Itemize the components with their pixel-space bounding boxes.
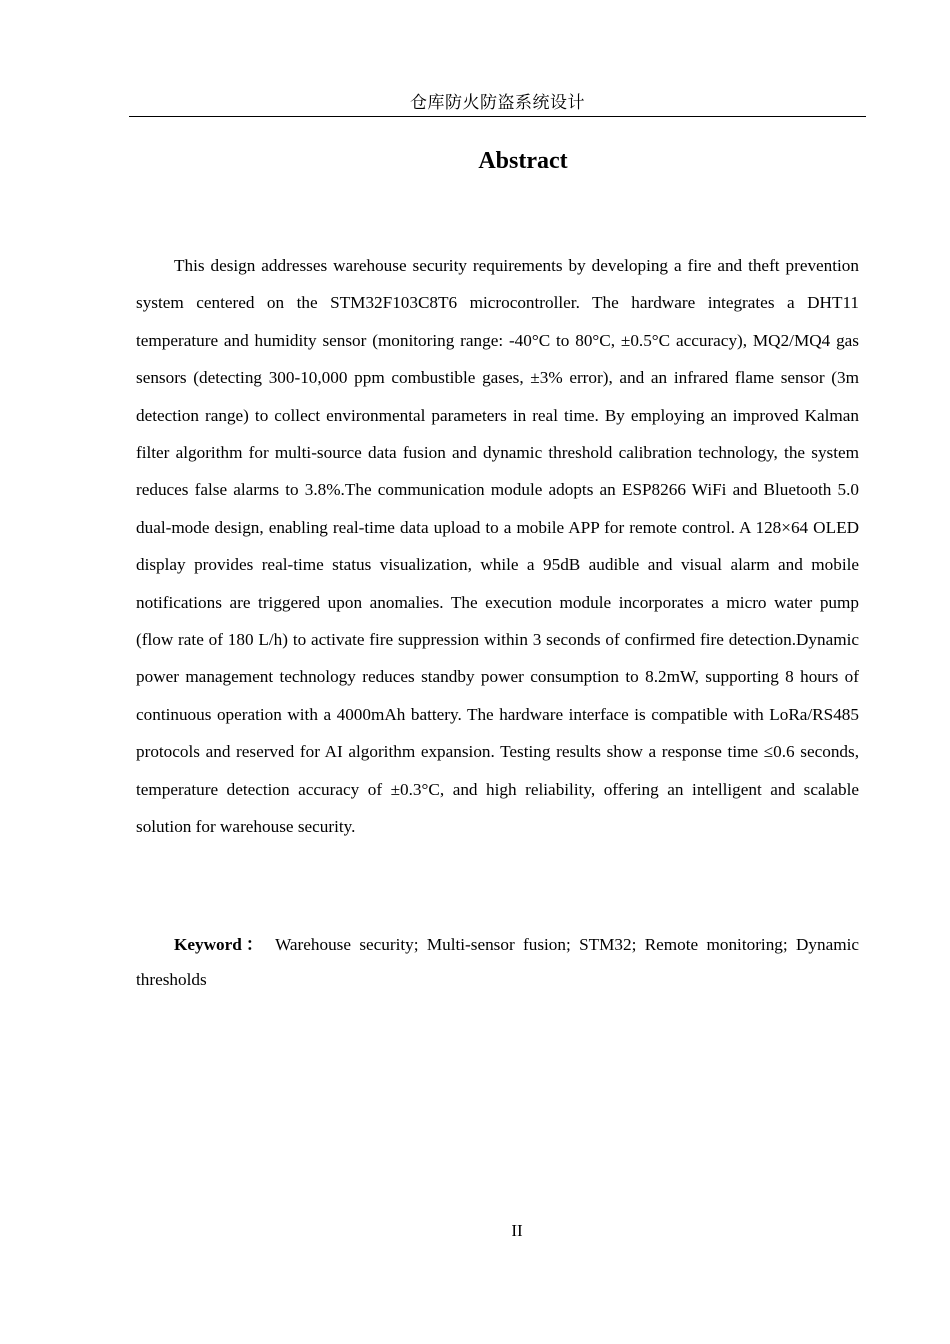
page-number: II: [511, 1221, 523, 1240]
keywords-paragraph: [136, 927, 859, 997]
running-header: [129, 92, 866, 117]
running-header-title: 仓库防火防盗系统设计: [410, 93, 585, 113]
keywords-label: Keyword：: [174, 935, 268, 954]
keywords-list: Warehouse security; Multi-sensor fusion; STM32; Remote monitoring; Dynamic thresholds: [136, 935, 859, 989]
abstract-body: This design addresses warehouse security requirements by developing a fire and theft prevention system centered on the STM32F103C8T6 microcontroller. The hardware integrates a DHT11 temperature and humidity sensor (monitoring range: -40°C to 80°C, ±0.5°C accuracy), MQ2/MQ4 gas sensors (detecting 300-10,000 ppm combustible gases, ±3% error), and an infrared flame sensor (3m detection range) to collect environmental parameters in real time. By employing an improved Kalman filter algorithm for multi-source data fusion and dynamic threshold calibration technology, the system reduces false alarms to 3.8%.The communication module adopts an ESP8266 WiFi and Bluetooth 5.0 dual-mode design, enabling real-time data upload to a mobile APP for remote control. A 128×64 OLED display provides real-time status visualization, while a 95dB audible and visual alarm and mobile notifications are triggered upon anomalies. The execution module incorporates a micro water pump (flow rate of 180 L/h) to activate fire suppression within 3 seconds of confirmed fire detection.Dynamic power management technology reduces standby power consumption to 8.2mW, supporting 8 hours of continuous operation with a 4000mAh battery. The hardware interface is compatible with LoRa/RS485 protocols and reserved for AI algorithm expansion. Testing results show a response time ≤0.6 seconds, temperature detection accuracy of ±0.3°C, and high reliability, offering an intelligent and scalable solution for warehouse security.: [136, 256, 859, 837]
abstract-title: Abstract: [478, 148, 568, 174]
